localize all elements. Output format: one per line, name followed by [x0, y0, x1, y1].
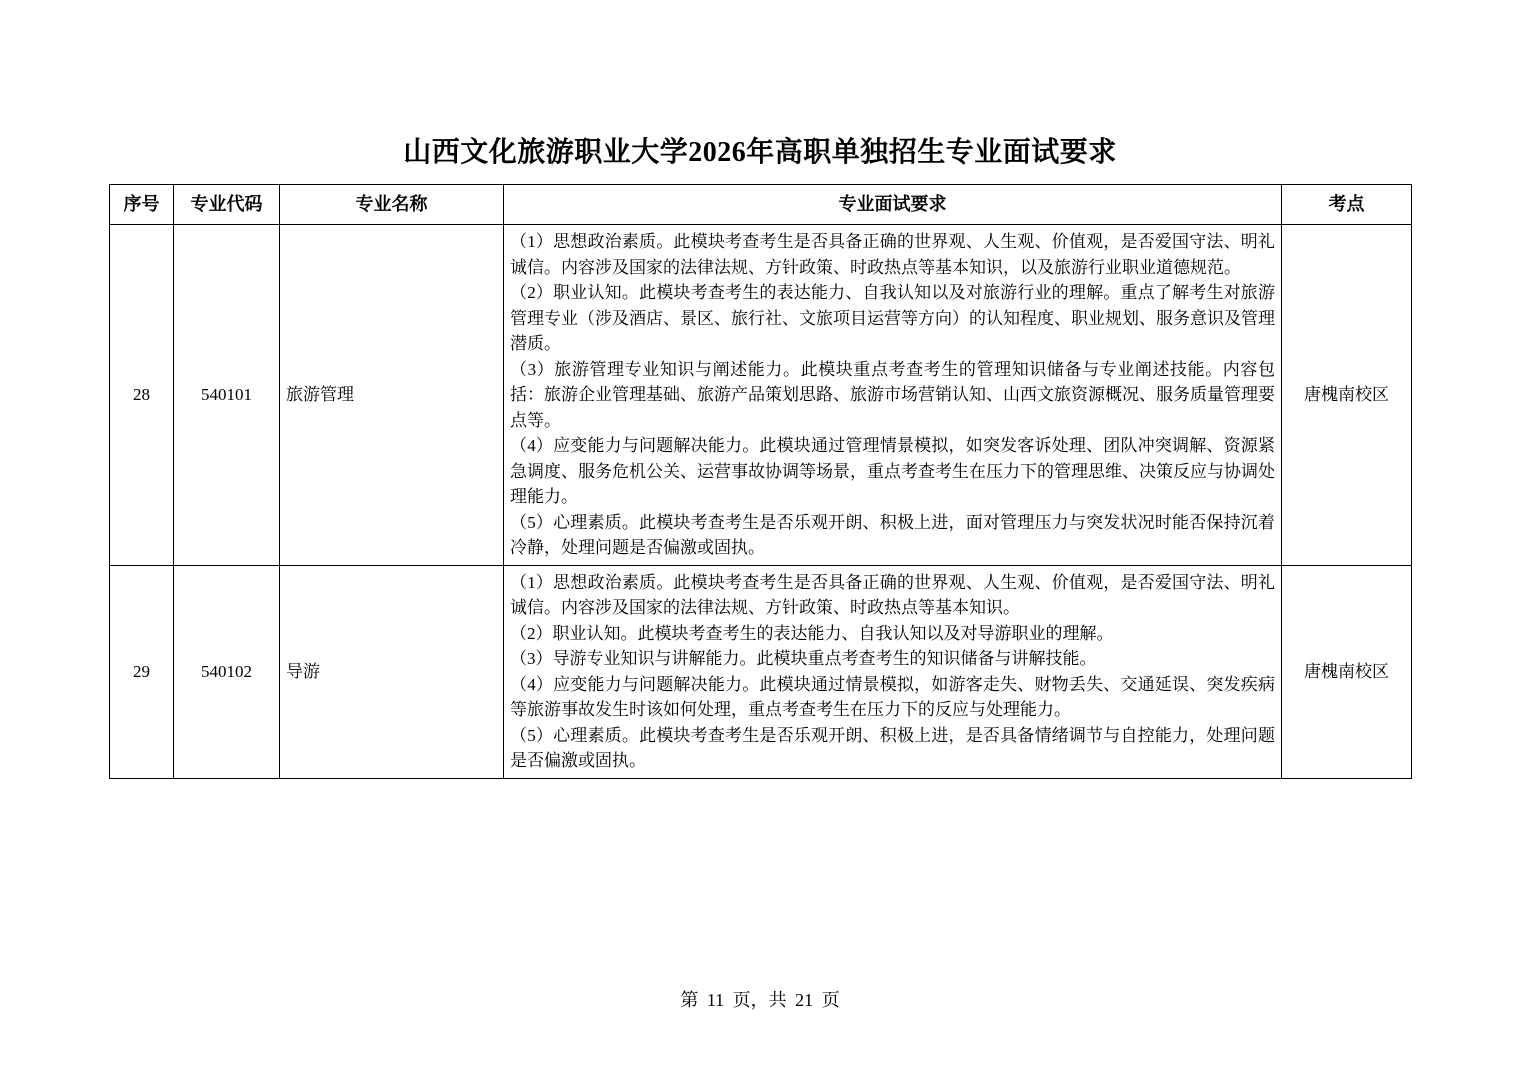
majors-table-container [109, 184, 1411, 779]
footer-suffix: 页 [821, 990, 840, 1010]
page-title: 山西文化旅游职业大学2026年高职单独招生专业面试要求 [403, 137, 1117, 168]
majors-interview-requirements-table [109, 184, 1412, 779]
footer-middle: 页，共 [732, 990, 787, 1010]
column-header-seq: 序号 [110, 185, 174, 225]
cell-seq: 28 [110, 225, 174, 566]
cell-code: 540101 [174, 225, 280, 566]
table-body [110, 225, 1412, 779]
column-header-code: 专业代码 [174, 185, 280, 225]
footer-prefix: 第 [680, 990, 699, 1010]
table-row [110, 225, 1412, 566]
column-header-name: 专业名称 [280, 185, 504, 225]
footer-total-pages: 21 [795, 990, 814, 1010]
column-header-site: 考点 [1282, 185, 1412, 225]
cell-requirement: （1）思想政治素质。此模块考查考生是否具备正确的世界观、人生观、价值观，是否爱国守法、明礼诚信。内容涉及国家的法律法规、方针政策、时政热点等基本知识。 （2）职业认知。此模块考查考生的表达能力、自我认知以及对导游职业的理解。 （3）导游专业知识与讲解能力。此模块重点考查考生的知识储备与讲解技能。 （4）应变能力与问题解决能力。此模块通过情景模拟，如游客走失、财物丢失、交通延误、突发疾病等旅游事故发生时该如何处理，重点考查考生在压力下的反应与处理能力。 （5）心理素质。此模块考查考生是否乐观开朗、积极上进，是否具备情绪调节与自控能力，处理问题是否偏激或固执。 [504, 565, 1282, 778]
cell-site: 唐槐南校区 [1282, 225, 1412, 566]
page-footer [0, 986, 1520, 1012]
cell-name: 导游 [280, 565, 504, 778]
table-row [110, 565, 1412, 778]
column-header-requirement: 专业面试要求 [504, 185, 1282, 225]
cell-name: 旅游管理 [280, 225, 504, 566]
cell-code: 540102 [174, 565, 280, 778]
cell-seq: 29 [110, 565, 174, 778]
table-header-row [110, 185, 1412, 225]
footer-page-number: 11 [706, 990, 725, 1010]
cell-requirement: （1）思想政治素质。此模块考查考生是否具备正确的世界观、人生观、价值观，是否爱国守法、明礼诚信。内容涉及国家的法律法规、方针政策、时政热点等基本知识，以及旅游行业职业道德规范。 （2）职业认知。此模块考查考生的表达能力、自我认知以及对旅游行业的理解。重点了解考生对旅游管理专业（涉及酒店、景区、旅行社、文旅项目运营等方向）的认知程度、职业规划、服务意识及管理潜质。 （3）旅游管理专业知识与阐述能力。此模块重点考查考生的管理知识储备与专业阐述技能。内容包括：旅游企业管理基础、旅游产品策划思路、旅游市场营销认知、山西文旅资源概况、服务质量管理要点等。 （4）应变能力与问题解决能力。此模块通过管理情景模拟，如突发客诉处理、团队冲突调解、资源紧急调度、服务危机公关、运营事故协调等场景，重点考查考生在压力下的管理思维、决策反应与协调处理能力。 （5）心理素质。此模块考查考生是否乐观开朗、积极上进，面对管理压力与突发状况时能否保持沉着冷静，处理问题是否偏激或固执。 [504, 225, 1282, 566]
cell-site: 唐槐南校区 [1282, 565, 1412, 778]
